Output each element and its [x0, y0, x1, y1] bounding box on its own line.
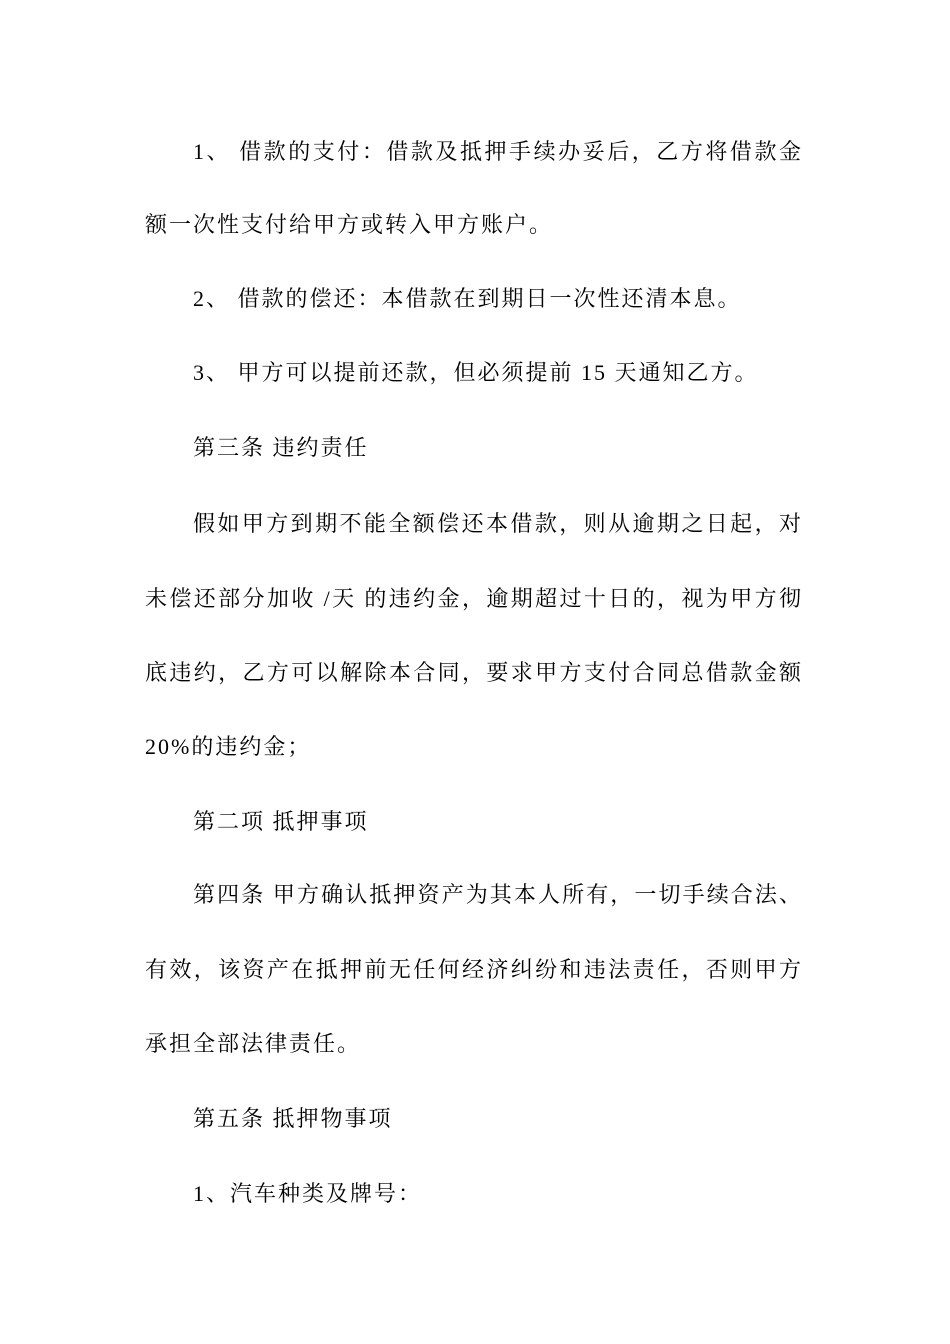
clause-2-repayment: 2、 借款的偿还：本借款在到期日一次性还清本息。	[193, 286, 742, 311]
article-4-line-3: 承担全部法律责任。	[145, 1031, 362, 1056]
clause-1-payment-line-1: 1、 借款的支付：借款及抵押手续办妥后，乙方将借款金	[193, 139, 803, 164]
breach-paragraph-line-3: 底违约，乙方可以解除本合同，要求甲方支付合同总借款金额	[145, 660, 803, 685]
breach-paragraph-line-2: 未偿还部分加收 /天 的违约金，逾期超过十日的，视为甲方彻	[145, 586, 803, 611]
section-2-heading: 第二项 抵押事项	[193, 809, 369, 834]
article-3-heading: 第三条 违约责任	[193, 435, 369, 460]
vehicle-type-and-plate-item: 1、汽车种类及牌号：	[193, 1181, 423, 1206]
article-4-line-2: 有效，该资产在抵押前无任何经济纠纷和违法责任，否则甲方	[145, 957, 803, 982]
clause-1-payment-line-2: 额一次性支付给甲方或转入甲方账户。	[145, 212, 554, 237]
breach-paragraph-line-1: 假如甲方到期不能全额偿还本借款，则从逾期之日起，对	[193, 511, 803, 536]
article-4-line-1: 第四条 甲方确认抵押资产为其本人所有，一切手续合法、	[193, 882, 803, 907]
breach-paragraph-line-4: 20%的违约金；	[145, 734, 312, 759]
article-5-heading: 第五条 抵押物事项	[193, 1106, 393, 1131]
clause-3-early-repayment: 3、 甲方可以提前还款，但必须提前 15 天通知乙方。	[193, 360, 759, 385]
